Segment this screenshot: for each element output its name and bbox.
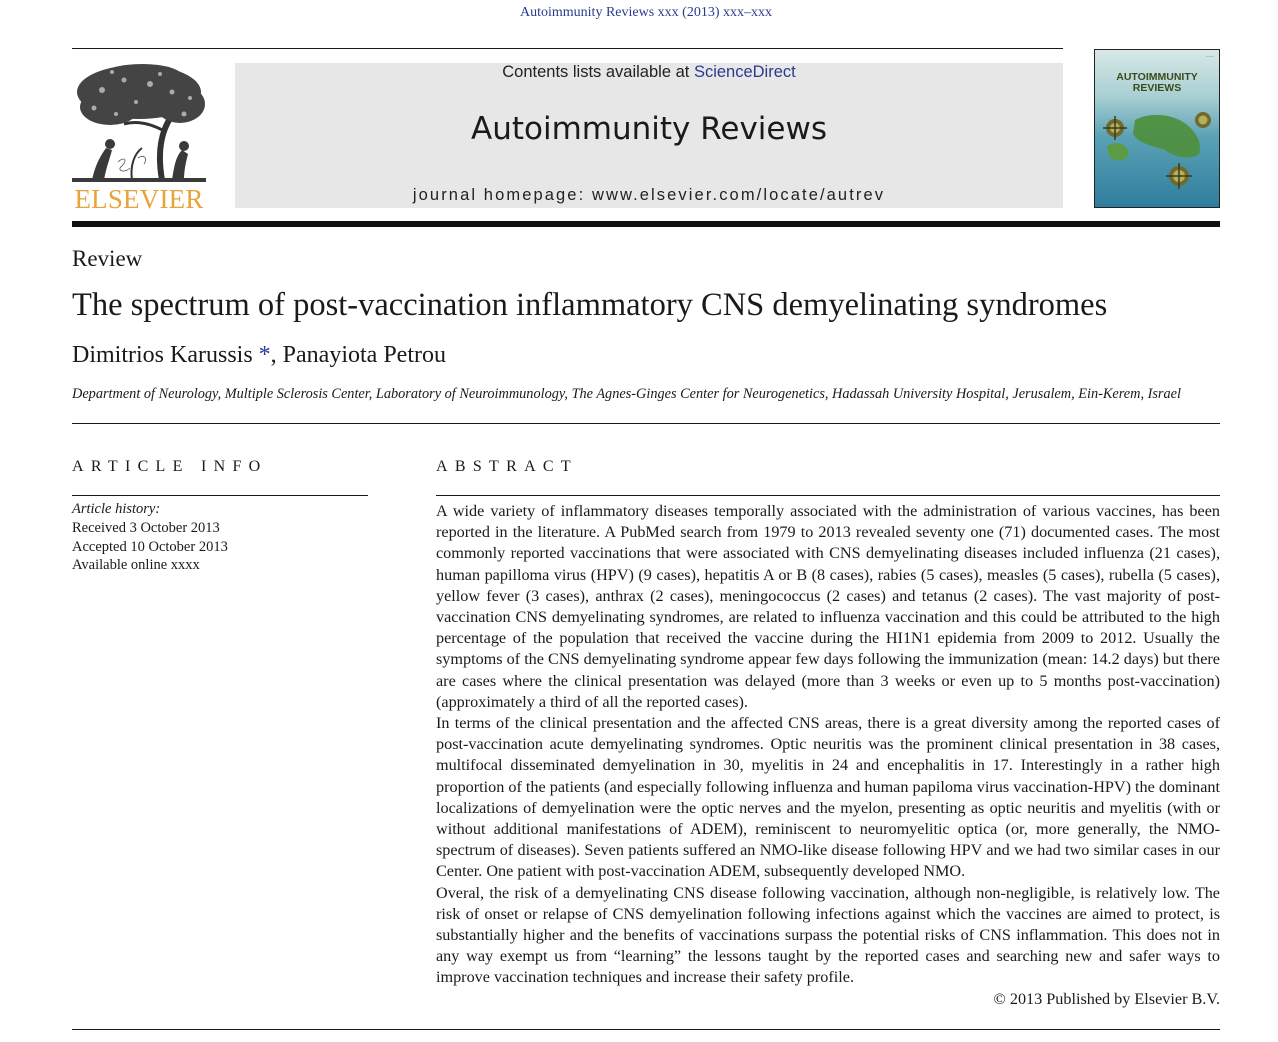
- abstract-paragraph: In terms of the clinical presentation and the affected CNS areas, there is a great diversity among the reported cases of post-vaccination acute demyelinating syndromes. Optic neuritis was the prominent clinical presentation in 38 cases, multifocal disseminated demyelination in 30, myelitis in 24 and encephalitis in 17. Interestingly in a rather high proportion of the patients (and especially following influenza and human papiloma virus vaccination-HPV) the dominant localizations of demyelination were the optic nerves and the myelon, presenting as optic neuritis and myelitis (with or without additional manifestations of ADEM), reminiscent to neuromyelitic optica (or, more generally, the NMO-spectrum of diseases). Seven patients suffered an NMO-like disease following HPV and we had two similar cases in our Center. One patient with post-vaccination ADEM, subsequently developed NMO.: [436, 714, 1220, 881]
- author-separator: ,: [270, 342, 283, 368]
- article-info-rule: [72, 495, 368, 496]
- available-online: Available online xxxx: [72, 557, 200, 574]
- elsevier-tree-icon: [72, 62, 206, 184]
- abstract-rule: [436, 495, 1220, 496]
- copyright-notice: © 2013 Published by Elsevier B.V.: [993, 989, 1220, 1008]
- abstract-heading: ABSTRACT: [436, 458, 578, 475]
- journal-title: Autoimmunity Reviews: [470, 111, 827, 147]
- sciencedirect-link[interactable]: ScienceDirect: [693, 63, 796, 81]
- received-date: Received 3 October 2013: [72, 519, 220, 536]
- article-title: The spectrum of post-vaccination inflammatory CNS demyelinating syndromes: [72, 287, 1108, 323]
- title-block-divider: [72, 221, 1220, 227]
- footer-divider: [72, 1029, 1220, 1030]
- elsevier-wordmark: ELSEVIER: [74, 184, 204, 214]
- section-divider: [72, 423, 1220, 424]
- journal-citation[interactable]: Autoimmunity Reviews xxx (2013) xxx–xxx: [520, 5, 772, 20]
- cover-title: AUTOIMMUNITY REVIEWS: [1116, 71, 1198, 94]
- author-affiliation: Department of Neurology, Multiple Sclerosis Center, Laboratory of Neuroimmunology, The Agnes-Ginges Center for Neurogenetics, Hadassah University Hospital, Jerusalem, Ein-Kerem, Israel: [72, 386, 1181, 402]
- article-history: [72, 500, 228, 575]
- accepted-date: Accepted 10 October 2013: [72, 538, 228, 555]
- journal-cover-thumbnail[interactable]: [1094, 49, 1220, 208]
- history-label: Article history:: [72, 501, 161, 517]
- cover-artwork-icon: [1095, 50, 1219, 207]
- abstract-paragraph: A wide variety of inflammatory diseases temporally associated with the administration of various vaccines, has been reported in the literature. A PubMed search from 1979 to 2013 revealed seventy one (71) documented cases. The most commonly reported vaccinations that were associated with CNS demyelinating diseases included influenza (21 cases), human papilloma virus (HPV) (9 cases), hepatitis A or B (8 cases), rabies (5 cases), measles (5 cases), rubella (5 cases), yellow fever (3 cases), anthrax (2 cases), meningococcus (2 cases) and tetanus (2 cases). The vast majority of post-vaccination CNS demyelinating syndromes, are related to influenza vaccination and this could be attributed to the high percentage of the population that received the vaccine during the HI1N1 epidemia from 2009 to 2012. Usually the symptoms of the CNS demyelinating syndrome appear few days following the immunization (mean: 14.2 days) but there are cases where the clinical presentation was delayed (more than 3 weeks or even up to 5 months post-vaccination) (approximately a third of all the reported cases).: [436, 502, 1220, 711]
- abstract-body: [436, 501, 1220, 1010]
- author-name[interactable]: Panayiota Petrou: [282, 342, 446, 368]
- cover-issn: ——: [1206, 53, 1214, 58]
- author-name[interactable]: Dimitrios Karussis: [72, 342, 253, 368]
- corresponding-author-mark[interactable]: *: [258, 342, 271, 368]
- header-divider: [72, 48, 1063, 49]
- contents-prefix: Contents lists available at: [502, 63, 694, 81]
- contents-availability: [235, 63, 1063, 82]
- article-info-heading: ARTICLE INFO: [72, 458, 268, 475]
- abstract-paragraph: Overal, the risk of a demyelinating CNS disease following vaccination, although non-negligible, is relatively low. The risk of onset or relapse of CNS demyelination following infections against which the vaccines are aimed to protect, is substantially higher and the benefits of vaccinations surpass the potential risks of CNS inflammation. This does not in any way exempt us from “learning” the lessons taught by the reported cases and searching new and safer ways to improve vaccination techniques and increase their safety profile.: [436, 883, 1220, 987]
- article-type: Review: [72, 246, 143, 271]
- author-list: [72, 342, 446, 369]
- journal-masthead: [235, 63, 1063, 208]
- journal-homepage-link[interactable]: journal homepage: www.elsevier.com/locate/autrev: [412, 186, 886, 204]
- elsevier-logo[interactable]: [72, 62, 206, 214]
